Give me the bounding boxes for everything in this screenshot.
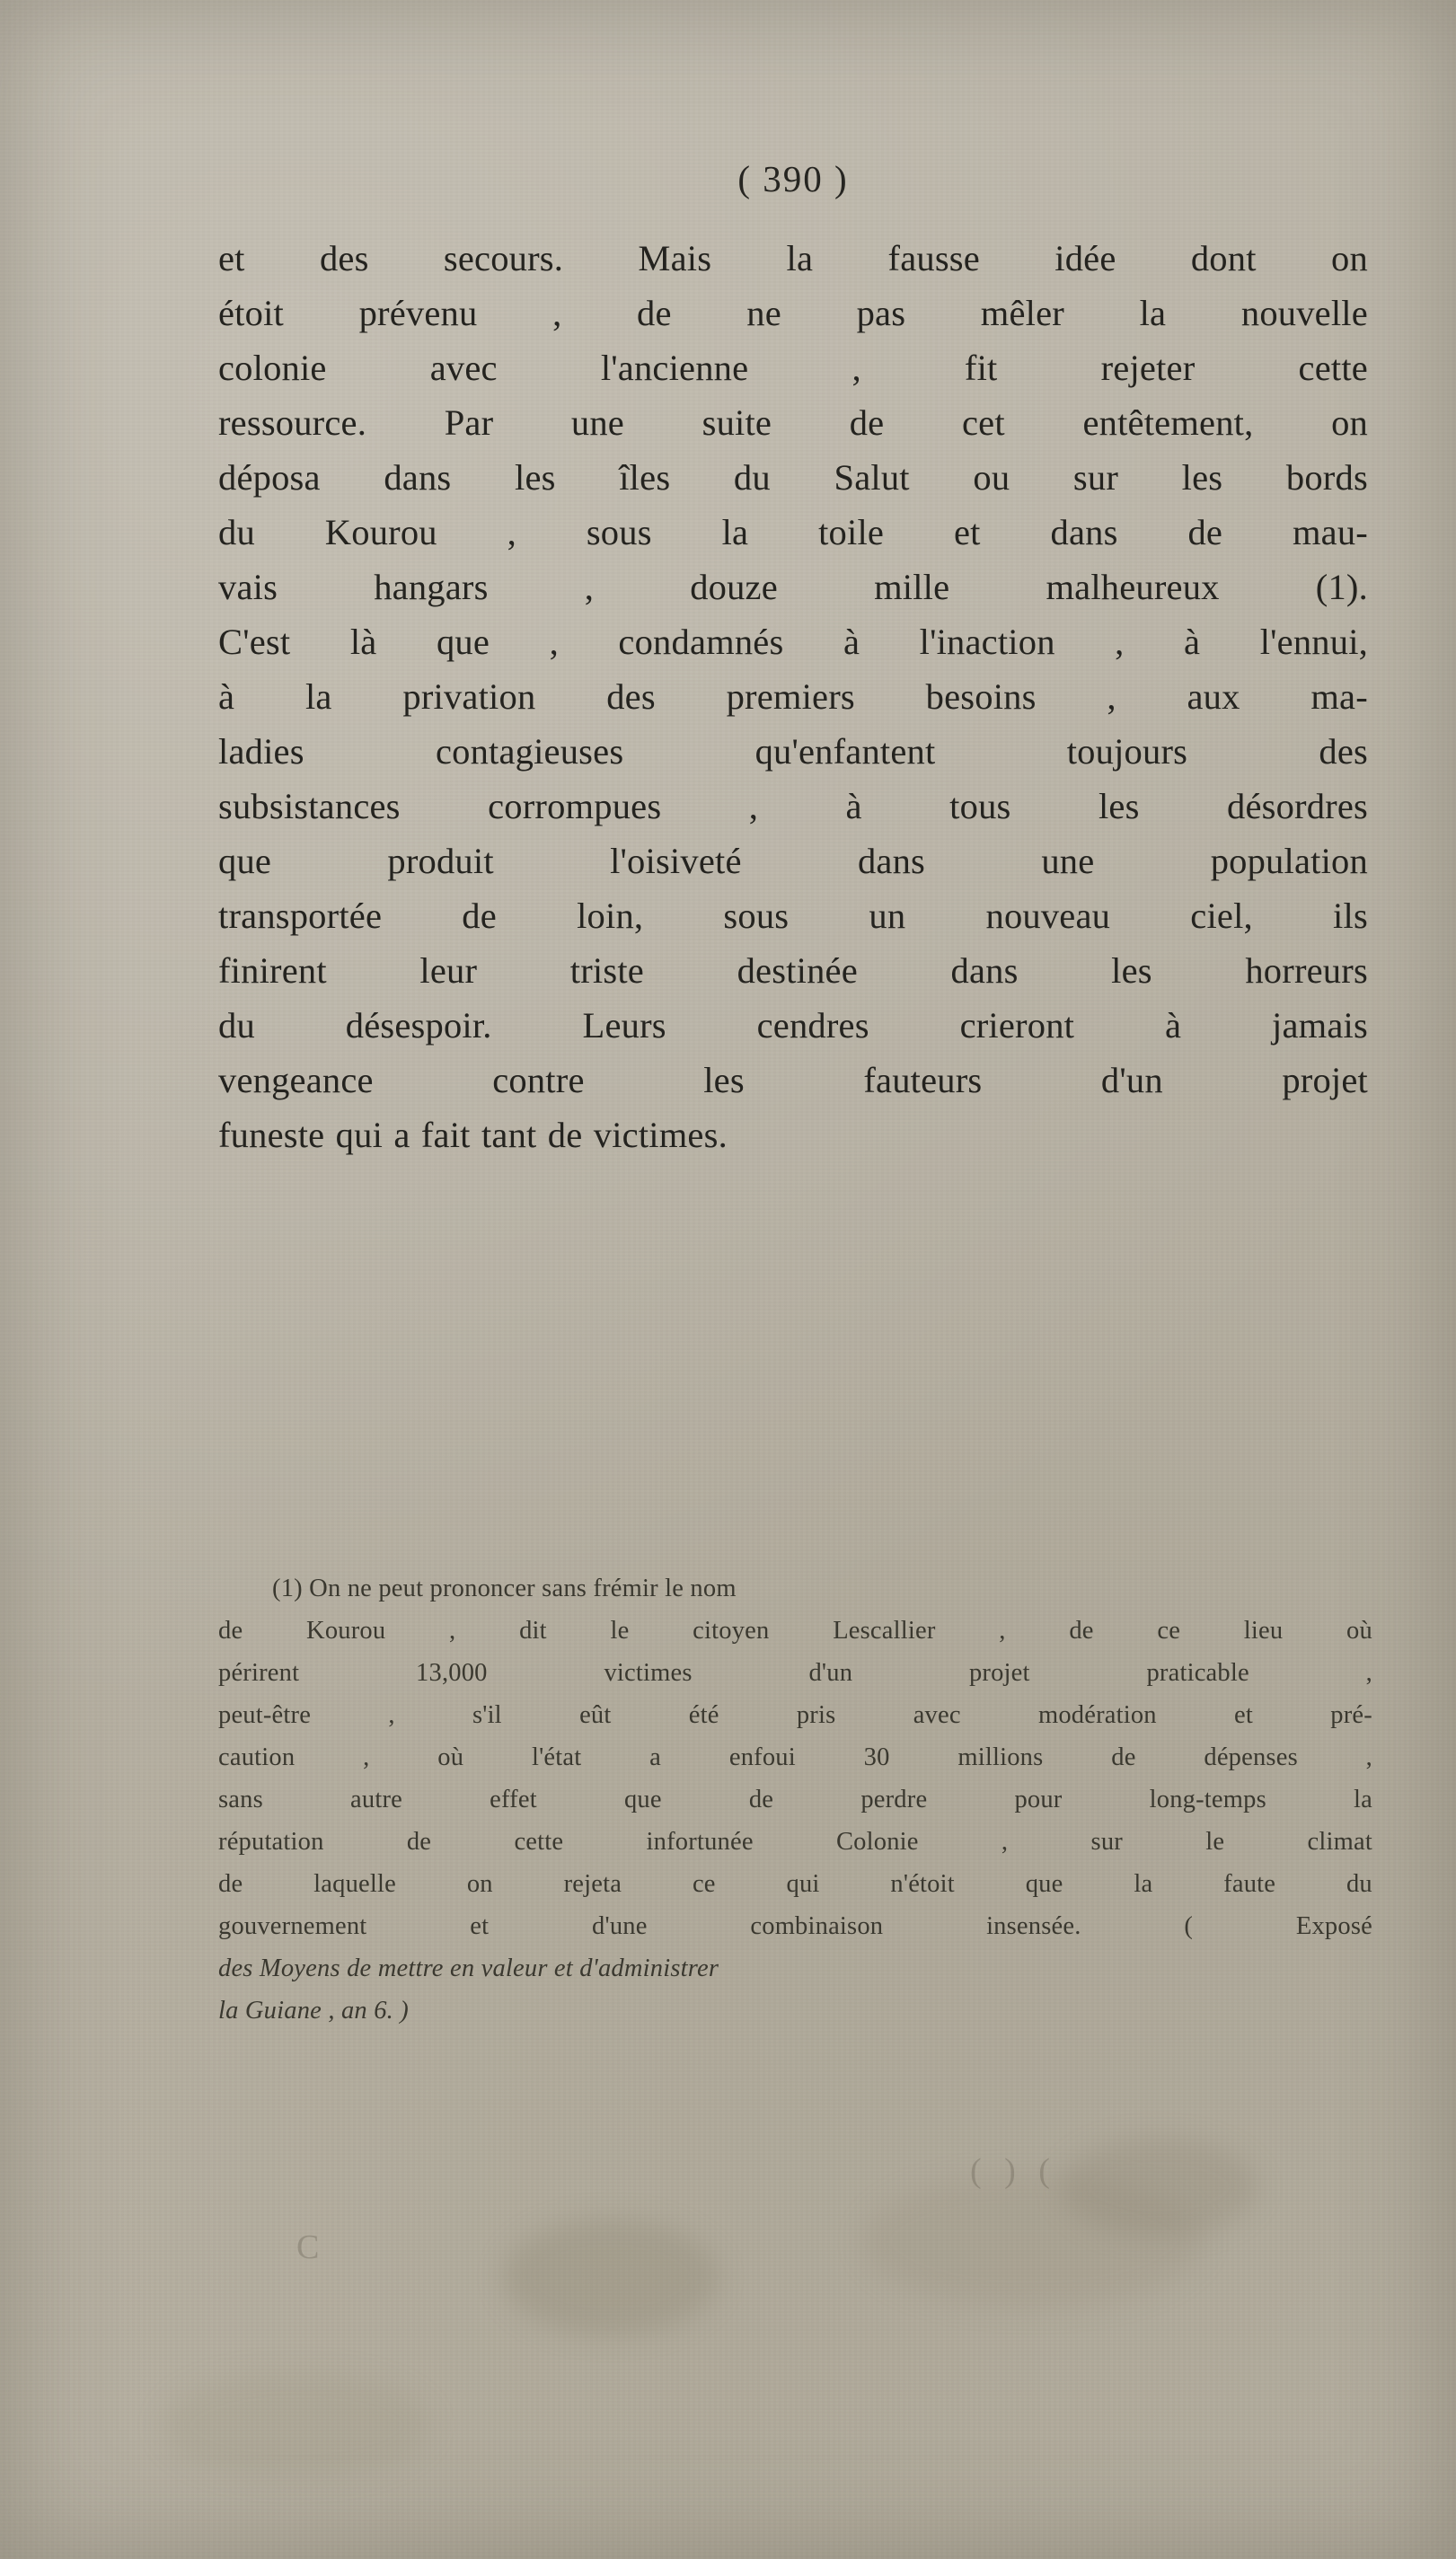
footnote-line-italic: des Moyens de mettre en valeur et d'administrer: [218, 1955, 719, 1982]
body-line: vengeance contre les fauteurs d'un projet: [218, 1060, 1368, 1100]
body-line: vais hangars , douze mille malheureux (1).: [218, 567, 1368, 607]
paper-stain: [1060, 2138, 1257, 2237]
body-line: subsistances corrompues , à tous les désordres: [218, 786, 1368, 826]
body-line: à la privation des premiers besoins , aux ma-: [218, 676, 1368, 717]
footnote-line: périrent 13,000 victimes d'un projet praticable ,: [218, 1659, 1372, 1687]
body-line: du Kourou , sous la toile et dans de mau-: [218, 512, 1368, 552]
footnote-block: [218, 1567, 1372, 2032]
footnote-line: sans autre effet que de perdre pour long-temps la: [218, 1786, 1372, 1813]
body-line: finirent leur triste destinée dans les horreurs: [218, 950, 1368, 991]
body-text: [218, 231, 1368, 1162]
body-line: ladies contagieuses qu'enfantent toujours des: [218, 731, 1368, 772]
body-line: C'est là que , condamnés à l'inaction , à l'ennui,: [218, 622, 1368, 662]
paper-stain: [162, 2371, 431, 2479]
body-line: que produit l'oisiveté dans une population: [218, 841, 1368, 881]
footnote-line: peut-être , s'il eût été pris avec modération et pré-: [218, 1701, 1372, 1729]
ghost-mark-left: C: [296, 2228, 325, 2266]
footnote-line-italic: la Guiane , an 6. ): [218, 1997, 409, 2025]
main-text-block: [218, 157, 1368, 1162]
paper-stain: [862, 2174, 1204, 2308]
body-line: funeste qui a fait tant de victimes.: [218, 1115, 728, 1155]
body-line: colonie avec l'ancienne , fit rejeter cette: [218, 348, 1368, 388]
footnote-line: réputation de cette infortunée Colonie , sur le climat: [218, 1828, 1372, 1856]
body-line: du désespoir. Leurs cendres crieront à jamais: [218, 1005, 1368, 1046]
body-line: et des secours. Mais la fausse idée dont on: [218, 238, 1368, 278]
body-line: transportée de loin, sous un nouveau ciel, ils: [218, 896, 1368, 936]
ghost-mark-right: ( ) (: [970, 2152, 1057, 2190]
footnote-line: (1) On ne peut prononcer sans frémir le nom: [272, 1575, 737, 1602]
footnote-line: de laquelle on rejeta ce qui n'étoit que la faute du: [218, 1870, 1372, 1898]
footnote-line: gouvernement et d'une combinaison insensée. ( Exposé: [218, 1912, 1372, 1940]
body-line: étoit prévenu , de ne pas mêler la nouvelle: [218, 293, 1368, 333]
paper-stain: [503, 2219, 719, 2335]
body-line: déposa dans les îles du Salut ou sur les bords: [218, 457, 1368, 498]
page-number: ( 390 ): [737, 158, 849, 199]
footnote-line: de Kourou , dit le citoyen Lescallier , de ce lieu où: [218, 1617, 1372, 1645]
footnote-line: caution , où l'état a enfoui 30 millions de dépenses ,: [218, 1743, 1372, 1771]
body-line: ressource. Par une suite de cet entêtement, on: [218, 402, 1368, 443]
